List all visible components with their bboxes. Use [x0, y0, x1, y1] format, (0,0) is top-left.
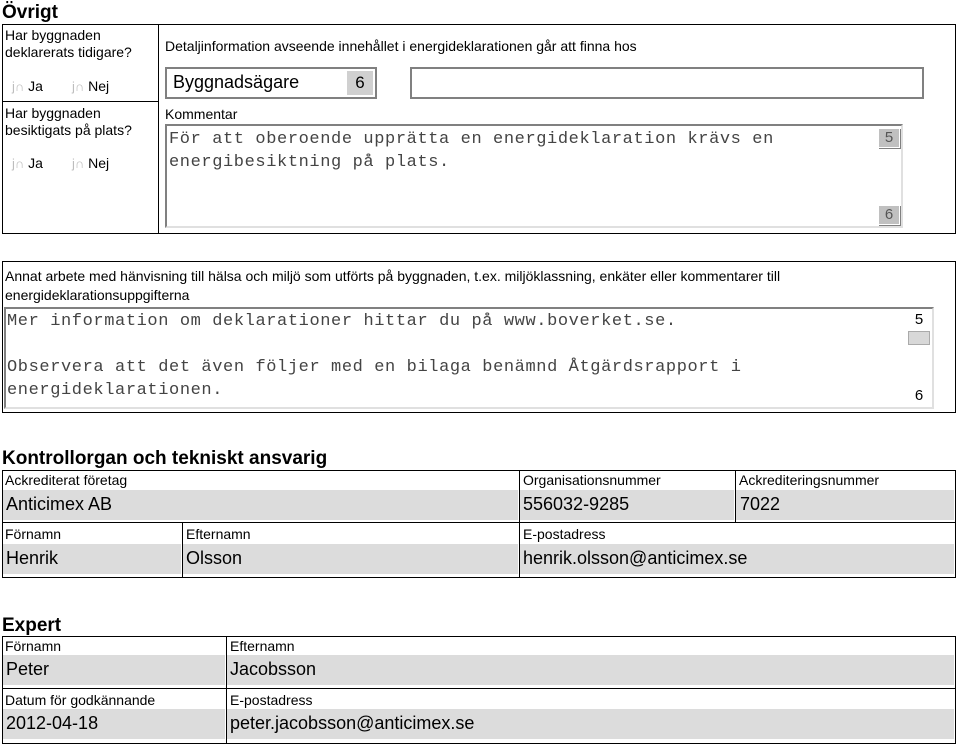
- company-field[interactable]: [3, 490, 518, 520]
- annat-scroll-thumb[interactable]: [908, 331, 930, 345]
- ackr-value: 7022: [740, 494, 781, 514]
- q1-yes-option[interactable]: [12, 78, 43, 94]
- orgnr-field[interactable]: [520, 490, 734, 520]
- annat-text-line1: Mer information om deklarationer hittar du på www.boverket.se.: [7, 312, 677, 331]
- q2-yes-option[interactable]: [12, 155, 43, 171]
- orgnr-value: 556032-9285: [523, 494, 630, 514]
- ovrigt-divider: [158, 24, 159, 234]
- radio-icon[interactable]: j∩: [72, 156, 85, 171]
- e-efternamn-field[interactable]: [227, 655, 954, 685]
- ovrigt-left-divider: [2, 101, 159, 102]
- comment-label: Kommentar: [165, 106, 238, 122]
- k-fornamn-value: Henrik: [6, 548, 59, 568]
- comment-scroll-up-icon[interactable]: 5: [878, 128, 900, 148]
- q2-label: Har byggnaden besiktigats på plats?: [5, 105, 132, 138]
- k-email-label: E-postadress: [523, 526, 606, 542]
- ovrigt-title: Övrigt: [2, 2, 58, 23]
- comment-text: För att oberoende upprätta en energideklaration krävs en energibesiktning på plats.: [169, 130, 774, 172]
- e-date-field[interactable]: [3, 709, 225, 739]
- ackr-field[interactable]: [736, 490, 954, 520]
- k-fornamn-label: Förnamn: [5, 526, 62, 542]
- ackr-label: Ackrediteringsnummer: [739, 472, 880, 488]
- e-email-field[interactable]: [227, 709, 954, 739]
- comment-textarea[interactable]: [165, 124, 903, 228]
- radio-icon[interactable]: j∩: [12, 79, 25, 94]
- q2-no-option[interactable]: [72, 155, 109, 171]
- detail-label: Detaljinformation avseende innehållet i energideklarationen går att finna hos: [165, 38, 637, 54]
- e-date-label: Datum för godkännande: [5, 692, 156, 708]
- annat-scroll-down-icon[interactable]: 6: [914, 387, 924, 404]
- e-efternamn-label: Efternamn: [230, 638, 295, 654]
- expert-title: Expert: [2, 615, 62, 636]
- radio-icon[interactable]: j∩: [12, 156, 25, 171]
- e-fornamn-value: Peter: [6, 659, 50, 679]
- q2-no-label: Nej: [88, 155, 110, 171]
- dropdown-arrow-icon[interactable]: 6: [347, 71, 373, 95]
- q1-no-label: Nej: [88, 78, 110, 94]
- q1-yes-label: Ja: [28, 78, 43, 94]
- q1-no-option[interactable]: [72, 78, 109, 94]
- e-efternamn-value: Jacobsson: [230, 659, 317, 679]
- annat-textarea[interactable]: [4, 307, 934, 409]
- e-fornamn-field[interactable]: [3, 655, 225, 685]
- annat-scroll-up-icon[interactable]: 5: [914, 311, 924, 328]
- kontroll-title: Kontrollorgan och tekniskt ansvarig: [2, 448, 328, 469]
- kontroll-row-divider: [2, 522, 956, 523]
- orgnr-label: Organisationsnummer: [523, 472, 661, 488]
- expert-row-divider: [2, 688, 956, 689]
- annat-label: Annat arbete med hänvisning till hälsa och miljö som utförts på byggnaden, t.ex. miljöklassning, enkäter eller kommentarer till energideklarationsuppgifterna: [5, 268, 781, 303]
- q1-label: Har byggnaden deklarerats tidigare?: [5, 27, 132, 60]
- e-date-value: 2012-04-18: [6, 713, 99, 733]
- radio-icon[interactable]: j∩: [72, 79, 85, 94]
- k-email-value: henrik.olsson@anticimex.se: [523, 548, 748, 568]
- k-fornamn-field[interactable]: [3, 544, 181, 574]
- detail-select[interactable]: [165, 67, 377, 99]
- e-email-label: E-postadress: [230, 692, 313, 708]
- k-efternamn-label: Efternamn: [186, 526, 251, 542]
- e-fornamn-label: Förnamn: [5, 638, 62, 654]
- k-efternamn-field[interactable]: [183, 544, 518, 574]
- comment-scroll-down-icon[interactable]: 6: [878, 205, 900, 225]
- detail-select-value: Byggnadsägare: [173, 72, 300, 92]
- k-efternamn-value: Olsson: [186, 548, 243, 568]
- company-label: Ackrediterat företag: [5, 472, 128, 488]
- e-email-value: peter.jacobsson@anticimex.se: [230, 713, 475, 733]
- company-value: Anticimex AB: [6, 494, 113, 514]
- detail-text-input[interactable]: [410, 67, 924, 99]
- q2-yes-label: Ja: [28, 155, 43, 171]
- k-email-field[interactable]: [520, 544, 954, 574]
- annat-text-line2: Observera att det även följer med en bilaga benämnd Åtgärdsrapport i energideklarationen.: [7, 358, 742, 400]
